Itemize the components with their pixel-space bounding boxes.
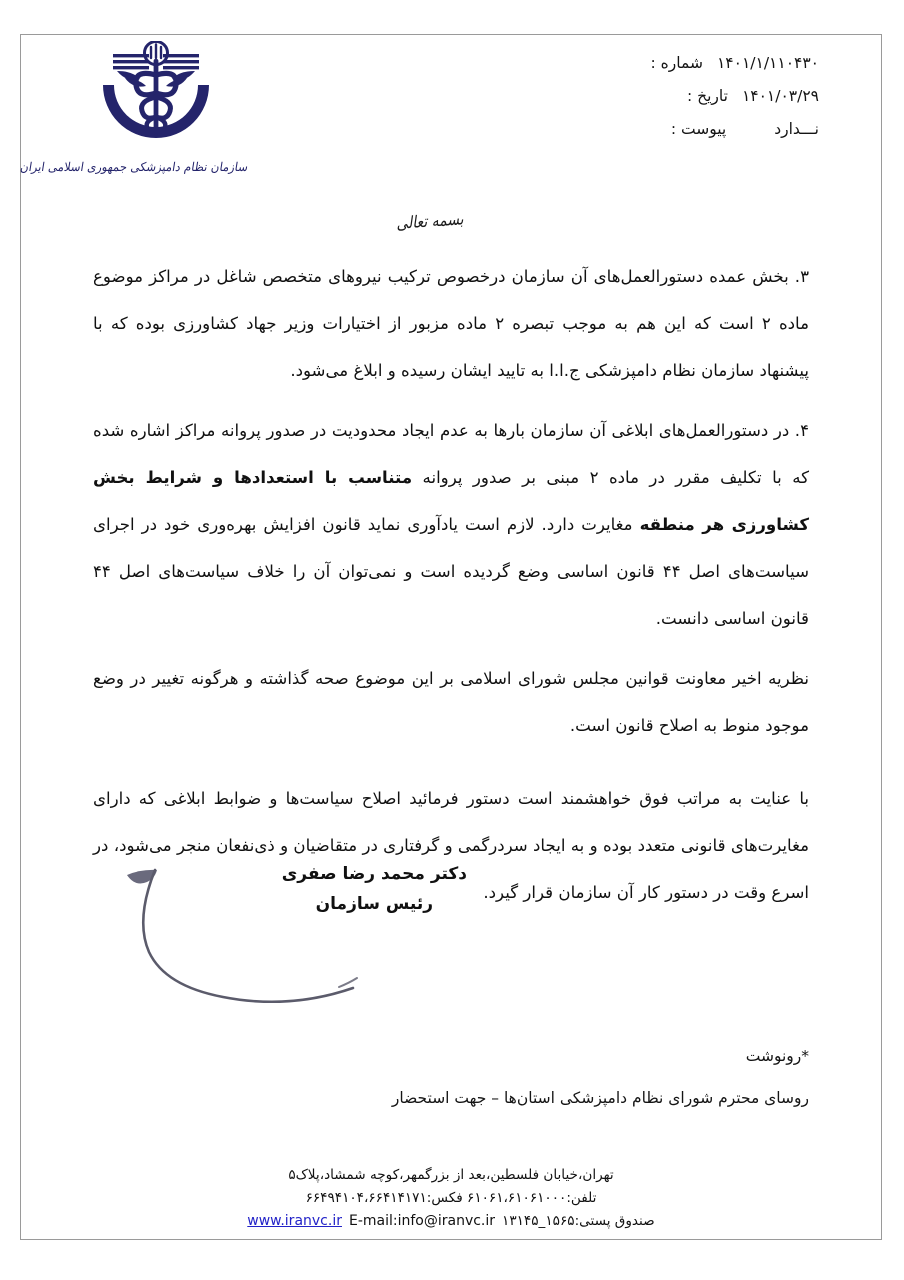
meta-row-number — [637, 47, 819, 80]
document-number-label: شماره : — [650, 54, 703, 72]
letter-body — [93, 253, 809, 916]
para4-segment-plain-2: مغایرت دارد. لازم است یادآوری نماید قانون افزایش بهره‌وری خود در اجرای سیاست‌های اصل ۴۴ قانون اساسی وضع گردیده است و نمی‌توان آن را خلاف سیاست‌های اصل ۴۴ قانون اساسی دانست. — [93, 515, 809, 628]
letter-footer — [21, 1164, 881, 1233]
footer-email: E-mail:info@iranvc.ir — [348, 1213, 496, 1229]
letter-head — [21, 35, 881, 195]
body-paragraph-closing: با عنایت به مراتب فوق خواهشمند است دستور فرمائید اصلاح سیاست‌ها و ضوابط ابلاغی که دارای مغایرت‌های قانونی متعدد بوده و به ایجاد سردرگمی و گرفتاری در متقاضیان و ذی‌نفعان منجر می‌شود، در اسرع وقت در دستور کار آن سازمان قرار گیرد. — [93, 789, 809, 902]
invocation-line — [21, 208, 881, 234]
document-date-value: ۱۴۰۱/۰۳/۲۹ — [741, 87, 819, 105]
footer-po-box: صندوق پستی:۱۵۶۵_۱۳۱۴۵ — [502, 1213, 655, 1229]
invocation-text: بسمه تعالی — [395, 208, 467, 234]
document-meta-block — [637, 47, 819, 146]
signer-name: دکتر محمد رضا صفری — [281, 864, 467, 884]
meta-row-attachment — [637, 113, 819, 146]
cc-heading: *رونوشت — [745, 1047, 809, 1065]
footer-contact-line — [21, 1210, 881, 1233]
body-paragraph-4 — [93, 407, 809, 642]
organization-logo — [19, 41, 250, 191]
document-number-value: ۱۴۰۱/۱/۱۱۰۴۳۰ — [716, 54, 819, 72]
para4-segment-bold: متناسب با استعدادها و شرایط بخش کشاورزی هر منطقه — [93, 468, 809, 534]
document-attachment-value: نـــدارد — [774, 120, 819, 138]
letter-page-frame — [20, 34, 882, 1240]
signer-title: رئیس سازمان — [315, 894, 434, 914]
cc-item: روسای محترم شورای نظام دامپزشکی استان‌ها – جهت استحضار — [391, 1089, 809, 1107]
signature-block — [95, 853, 525, 1003]
footer-address: تهران،خیابان فلسطین،بعد از بزرگمهر،کوچه شمشاد،پلاک۵ — [288, 1167, 614, 1183]
footer-phone-fax: تلفن:۶۱۰۶۱،۶۱۰۶۱۰۰۰ فکس:۶۶۴۹۴۱۰۴،۶۶۴۱۴۱۷۱ — [305, 1190, 597, 1206]
caduceus-logo-icon — [95, 41, 217, 159]
footer-website-link[interactable]: www.iranvc.ir — [247, 1213, 342, 1229]
organization-logo-caption: سازمان نظام دامپزشکی جمهوری اسلامی ایران — [19, 159, 250, 175]
meta-row-date — [637, 80, 819, 113]
carbon-copy-block — [392, 1035, 809, 1119]
body-paragraph-5: نظریه اخیر معاونت قوانین مجلس شورای اسلامی بر این موضوع صحه گذاشته و هرگونه تغییر در وضع موجود منوط به اصلاح قانون است. — [93, 669, 809, 735]
body-paragraph-3: ۳. بخش عمده دستورالعمل‌های آن سازمان درخصوص ترکیب نیروهای متخصص شاغل در مراکز موضوع ماده ۲ است که این هم به موجب تبصره ۲ ماده مزبور از اختیارات وزیر جهاد کشاورزی بوده که با پیشنهاد سازمان نظام دامپزشکی ج.ا.ا به تایید ایشان رسیده و ابلاغ می‌شود. — [93, 267, 809, 380]
document-attachment-label: پیوست : — [670, 120, 727, 138]
para4-segment-plain-1: ۴. در دستورالعمل‌های ابلاغی آن سازمان بارها به عدم ایجاد محدودیت در صدور پروانه مراکز اشاره شده که با تکلیف مقرر در ماده ۲ مبنی بر صدور پروانه — [93, 421, 810, 487]
document-date-label: تاریخ : — [686, 87, 728, 105]
signature-names — [282, 859, 467, 919]
